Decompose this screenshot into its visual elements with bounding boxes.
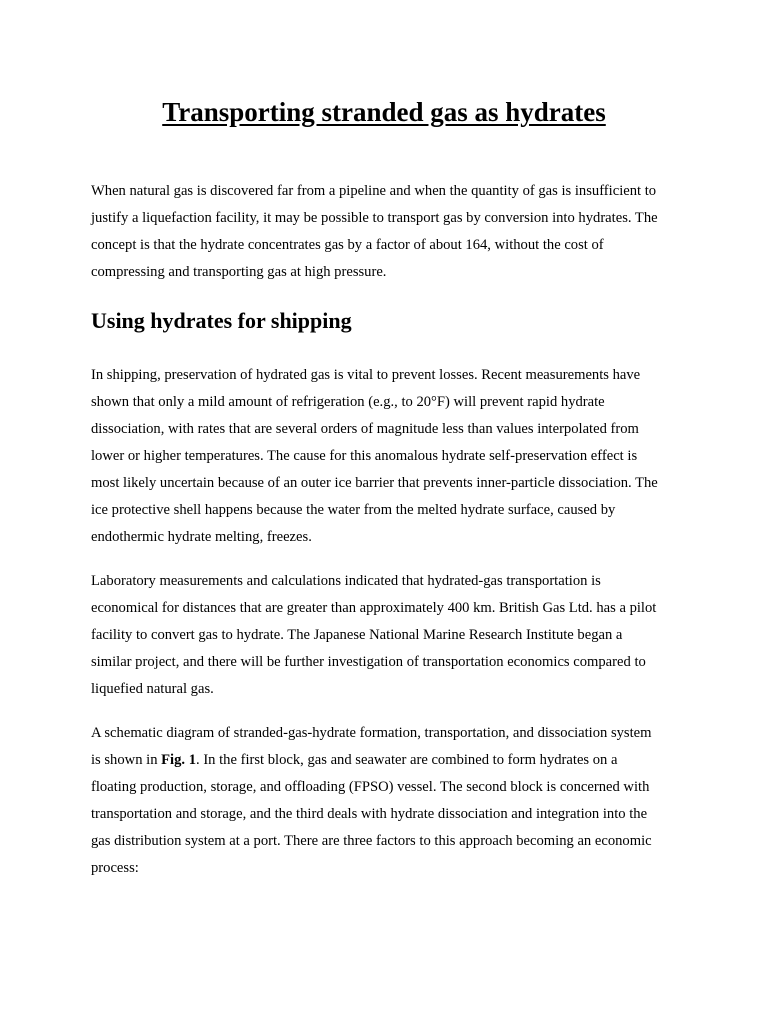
paragraph-line: economical for distances that are greater than approximately 400 km. British Gas Ltd. has a pilot	[91, 600, 657, 616]
paragraph-line: A schematic diagram of stranded-gas-hydrate formation, transportation, and dissociation system	[91, 725, 652, 741]
paragraph-line: floating production, storage, and offloading (FPSO) vessel. The second block is concerned with	[91, 779, 650, 795]
paragraph-line: most likely uncertain because of an outer ice barrier that prevents inner-particle dissociation. The	[91, 475, 658, 491]
paragraph-line: shown that only a mild amount of refrigeration (e.g., to 20°F) will prevent rapid hydrate	[91, 394, 605, 410]
paragraph-line: similar project, and there will be further investigation of transportation economics compared to	[91, 654, 646, 670]
paragraph-line: justify a liquefaction facility, it may be possible to transport gas by conversion into hydrates. The	[91, 210, 658, 226]
paragraph-line: facility to convert gas to hydrate. The Japanese National Marine Research Institute began a	[91, 627, 623, 643]
paragraph-line: When natural gas is discovered far from a pipeline and when the quantity of gas is insufficient to	[91, 183, 657, 199]
paragraph-line	[91, 747, 687, 774]
line-text: is shown in	[91, 752, 162, 768]
paragraph-line: transportation and storage, and the third deals with hydrate dissociation and integration into the	[91, 806, 648, 822]
document-title: Transporting stranded gas as hydrates	[162, 97, 606, 127]
section-heading: Using hydrates for shipping	[91, 308, 352, 333]
paragraph-line: concept is that the hydrate concentrates gas by a factor of about 164, without the cost of	[91, 237, 604, 253]
paragraph-line: liquefied natural gas.	[91, 681, 214, 697]
line-text: . In the first block, gas and seawater are combined to form hydrates on a	[196, 752, 618, 768]
paragraph-line: Laboratory measurements and calculations indicated that hydrated-gas transportation is	[91, 573, 601, 589]
paragraph-line: dissociation, with rates that are several orders of magnitude less than values interpolated from	[91, 421, 639, 437]
paragraph-line: gas distribution system at a port. There are three factors to this approach becoming an economic	[91, 833, 652, 849]
paragraph-line: endothermic hydrate melting, freezes.	[91, 529, 312, 545]
paragraph-line: compressing and transporting gas at high pressure.	[91, 264, 387, 280]
shipping-paragraph-economics	[91, 568, 687, 703]
figure-reference: Fig. 1	[161, 752, 197, 768]
paragraph-line: In shipping, preservation of hydrated gas is vital to prevent losses. Recent measurements have	[91, 367, 641, 383]
paragraph-line: lower or higher temperatures. The cause for this anomalous hydrate self-preservation effect is	[91, 448, 638, 464]
shipping-paragraph-preservation	[91, 362, 687, 551]
intro-paragraph	[91, 178, 687, 286]
paragraph-line: ice protective shell happens because the water from the melted hydrate surface, caused by	[91, 502, 616, 518]
shipping-paragraph-schematic	[91, 720, 687, 882]
paragraph-line: process:	[91, 860, 139, 876]
